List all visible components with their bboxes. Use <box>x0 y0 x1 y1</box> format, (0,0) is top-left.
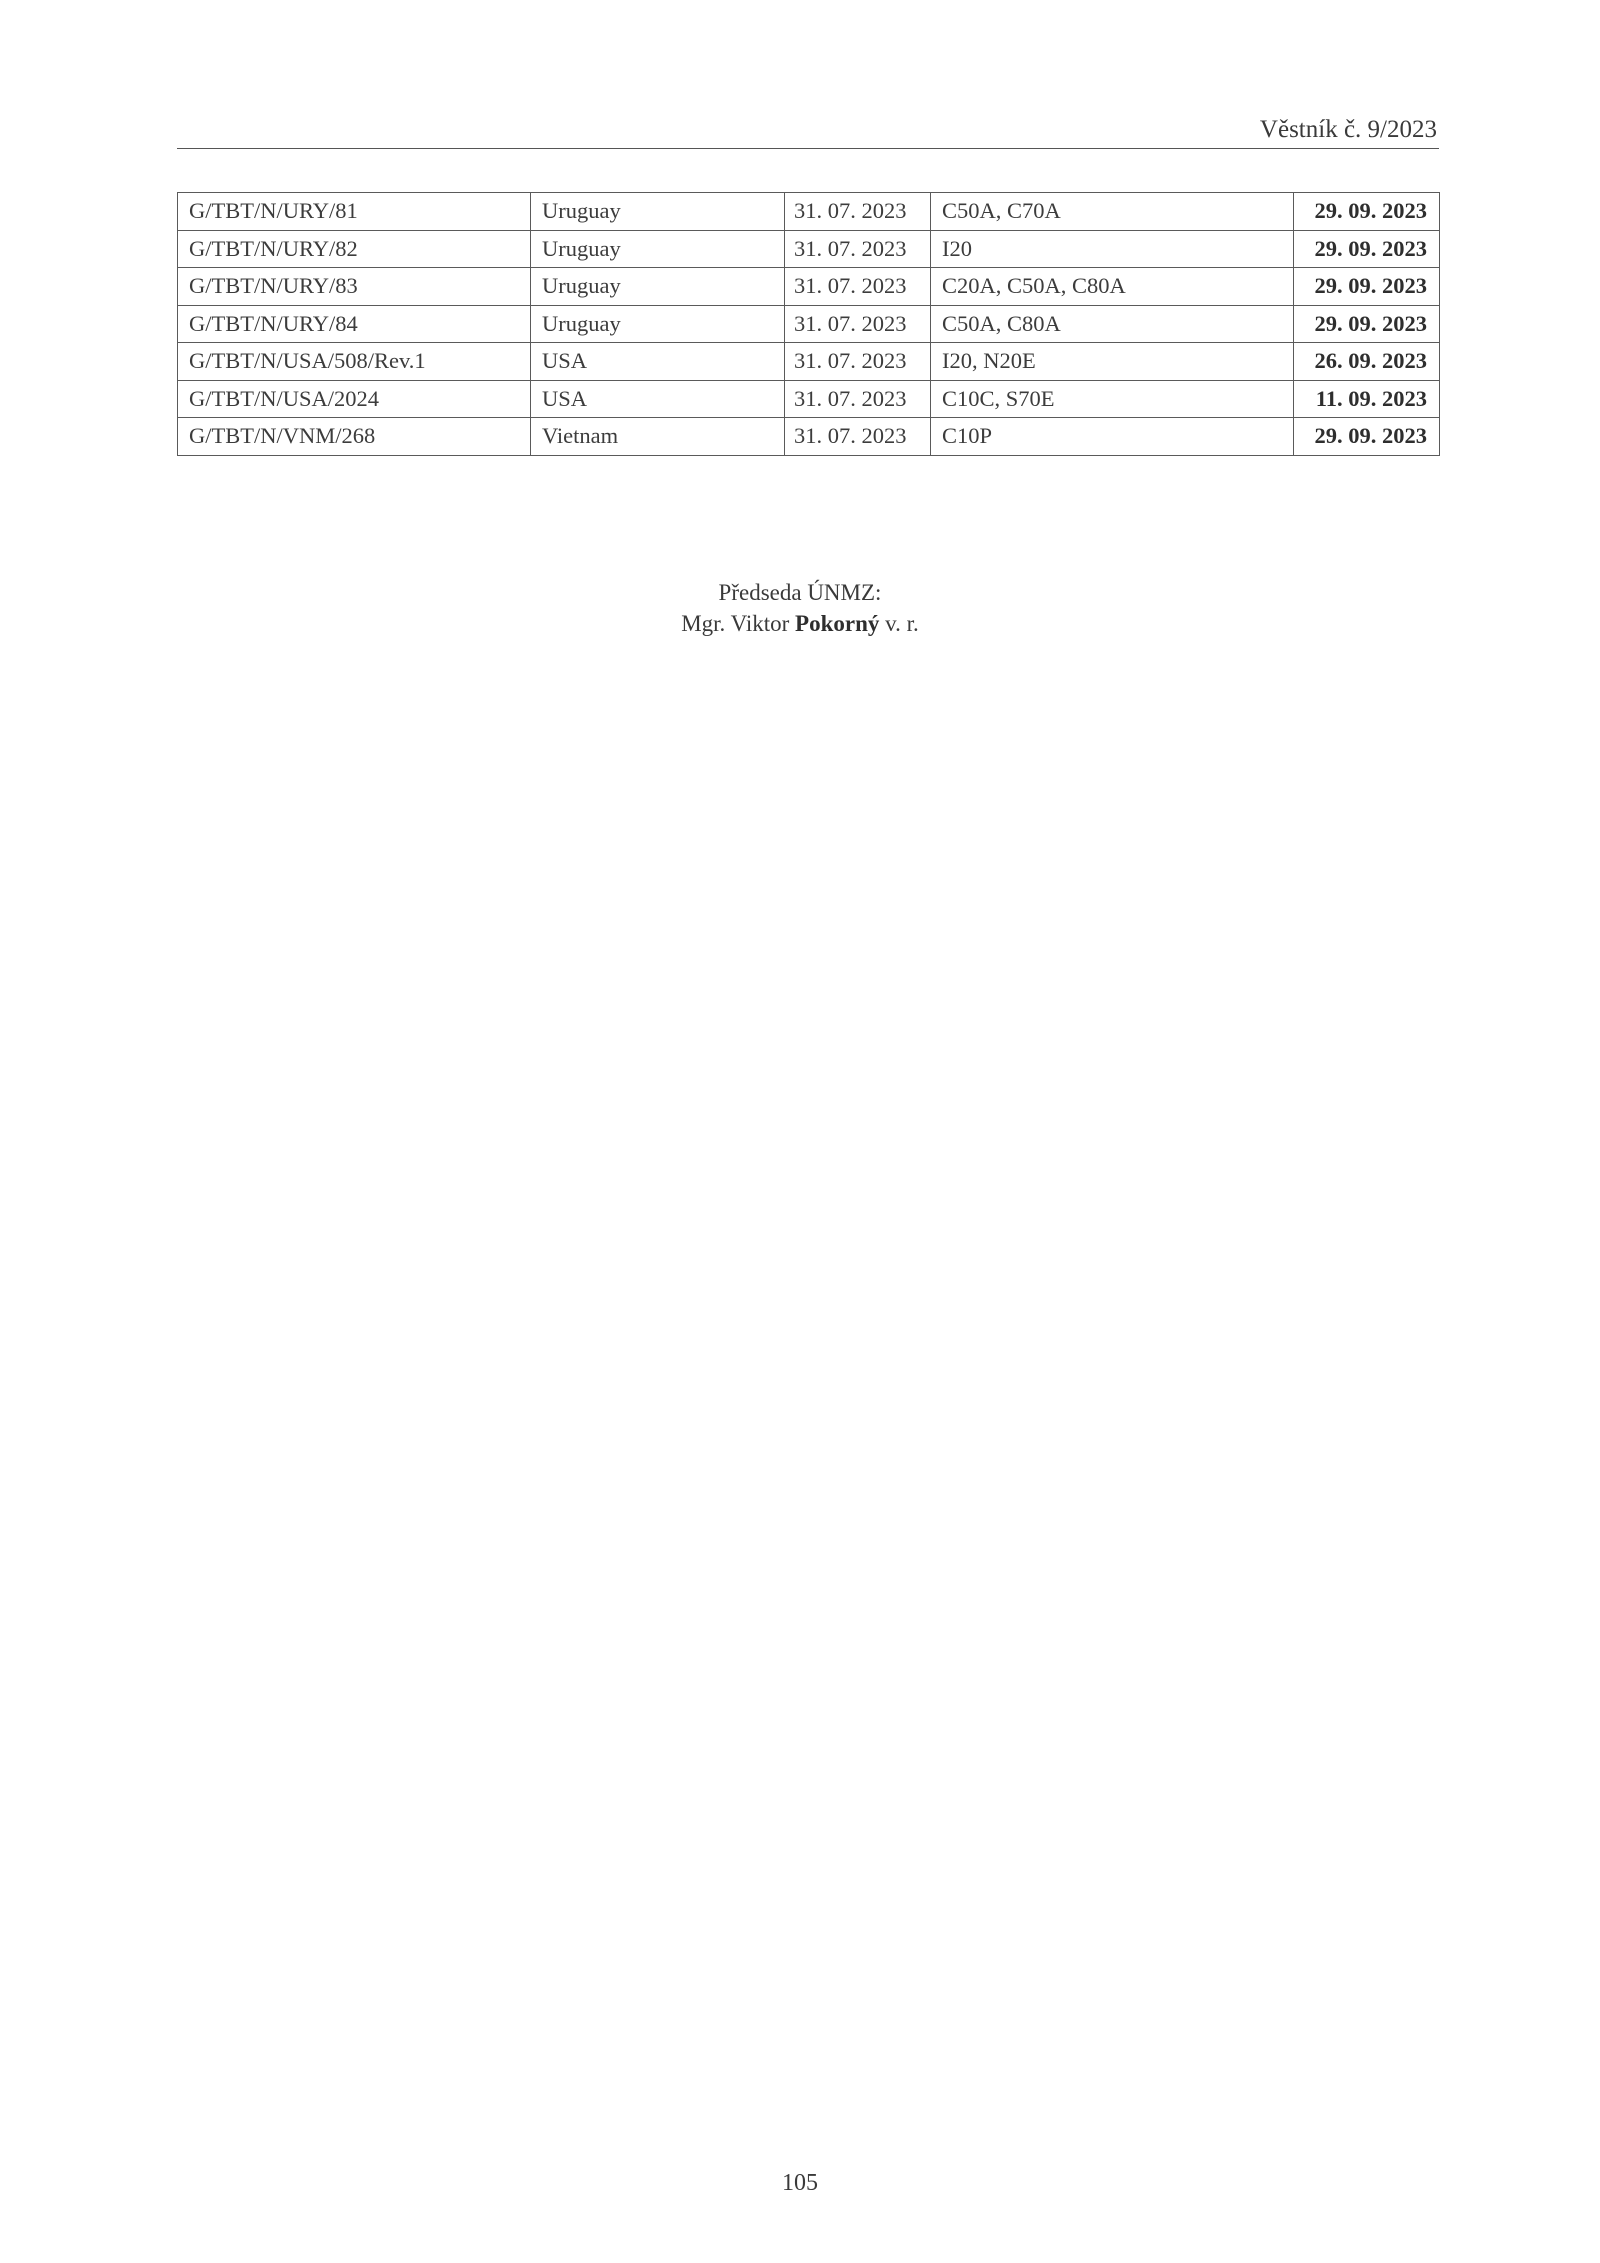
table-row <box>178 230 1440 268</box>
cell-notification-code: G/TBT/N/USA/2024 <box>178 380 531 418</box>
cell-country: Uruguay <box>531 193 785 231</box>
cell-notification-code: G/TBT/N/VNM/268 <box>178 418 531 456</box>
cell-date: 31. 07. 2023 <box>785 268 931 306</box>
notifications-table <box>177 192 1440 456</box>
cell-date: 31. 07. 2023 <box>785 380 931 418</box>
cell-categories: C10P <box>931 418 1294 456</box>
cell-categories: I20, N20E <box>931 343 1294 381</box>
signature-role: Předseda ÚNMZ: <box>718 580 882 605</box>
page-header <box>177 108 1439 149</box>
cell-categories: C20A, C50A, C80A <box>931 268 1294 306</box>
cell-deadline: 29. 09. 2023 <box>1294 230 1440 268</box>
signature-name-surname: Pokorný <box>795 611 880 636</box>
table-row <box>178 193 1440 231</box>
cell-country: Uruguay <box>531 230 785 268</box>
cell-categories: C50A, C80A <box>931 305 1294 343</box>
cell-country: Uruguay <box>531 268 785 306</box>
signature-block <box>0 577 1600 639</box>
cell-date: 31. 07. 2023 <box>785 230 931 268</box>
page-number: 105 <box>782 2170 818 2196</box>
header-title: Věstník č. 9/2023 <box>1259 116 1437 143</box>
table-row <box>178 268 1440 306</box>
table-row <box>178 380 1440 418</box>
cell-deadline: 29. 09. 2023 <box>1294 418 1440 456</box>
cell-date: 31. 07. 2023 <box>785 193 931 231</box>
cell-date: 31. 07. 2023 <box>785 305 931 343</box>
signature-name <box>0 608 1600 639</box>
table-row <box>178 343 1440 381</box>
cell-date: 31. 07. 2023 <box>785 343 931 381</box>
table-row <box>178 418 1440 456</box>
cell-country: USA <box>531 343 785 381</box>
cell-notification-code: G/TBT/N/USA/508/Rev.1 <box>178 343 531 381</box>
cell-deadline: 26. 09. 2023 <box>1294 343 1440 381</box>
cell-categories: C50A, C70A <box>931 193 1294 231</box>
signature-name-prefix: Mgr. Viktor <box>681 611 790 636</box>
cell-notification-code: G/TBT/N/URY/83 <box>178 268 531 306</box>
cell-deadline: 29. 09. 2023 <box>1294 268 1440 306</box>
cell-country: Uruguay <box>531 305 785 343</box>
cell-categories: I20 <box>931 230 1294 268</box>
cell-categories: C10C, S70E <box>931 380 1294 418</box>
cell-deadline: 29. 09. 2023 <box>1294 305 1440 343</box>
cell-deadline: 11. 09. 2023 <box>1294 380 1440 418</box>
cell-date: 31. 07. 2023 <box>785 418 931 456</box>
cell-notification-code: G/TBT/N/URY/84 <box>178 305 531 343</box>
cell-country: USA <box>531 380 785 418</box>
table-row <box>178 305 1440 343</box>
cell-notification-code: G/TBT/N/URY/81 <box>178 193 531 231</box>
signature-name-suffix: v. r. <box>885 611 919 636</box>
cell-deadline: 29. 09. 2023 <box>1294 193 1440 231</box>
notifications-table-body <box>178 193 1440 456</box>
cell-country: Vietnam <box>531 418 785 456</box>
cell-notification-code: G/TBT/N/URY/82 <box>178 230 531 268</box>
